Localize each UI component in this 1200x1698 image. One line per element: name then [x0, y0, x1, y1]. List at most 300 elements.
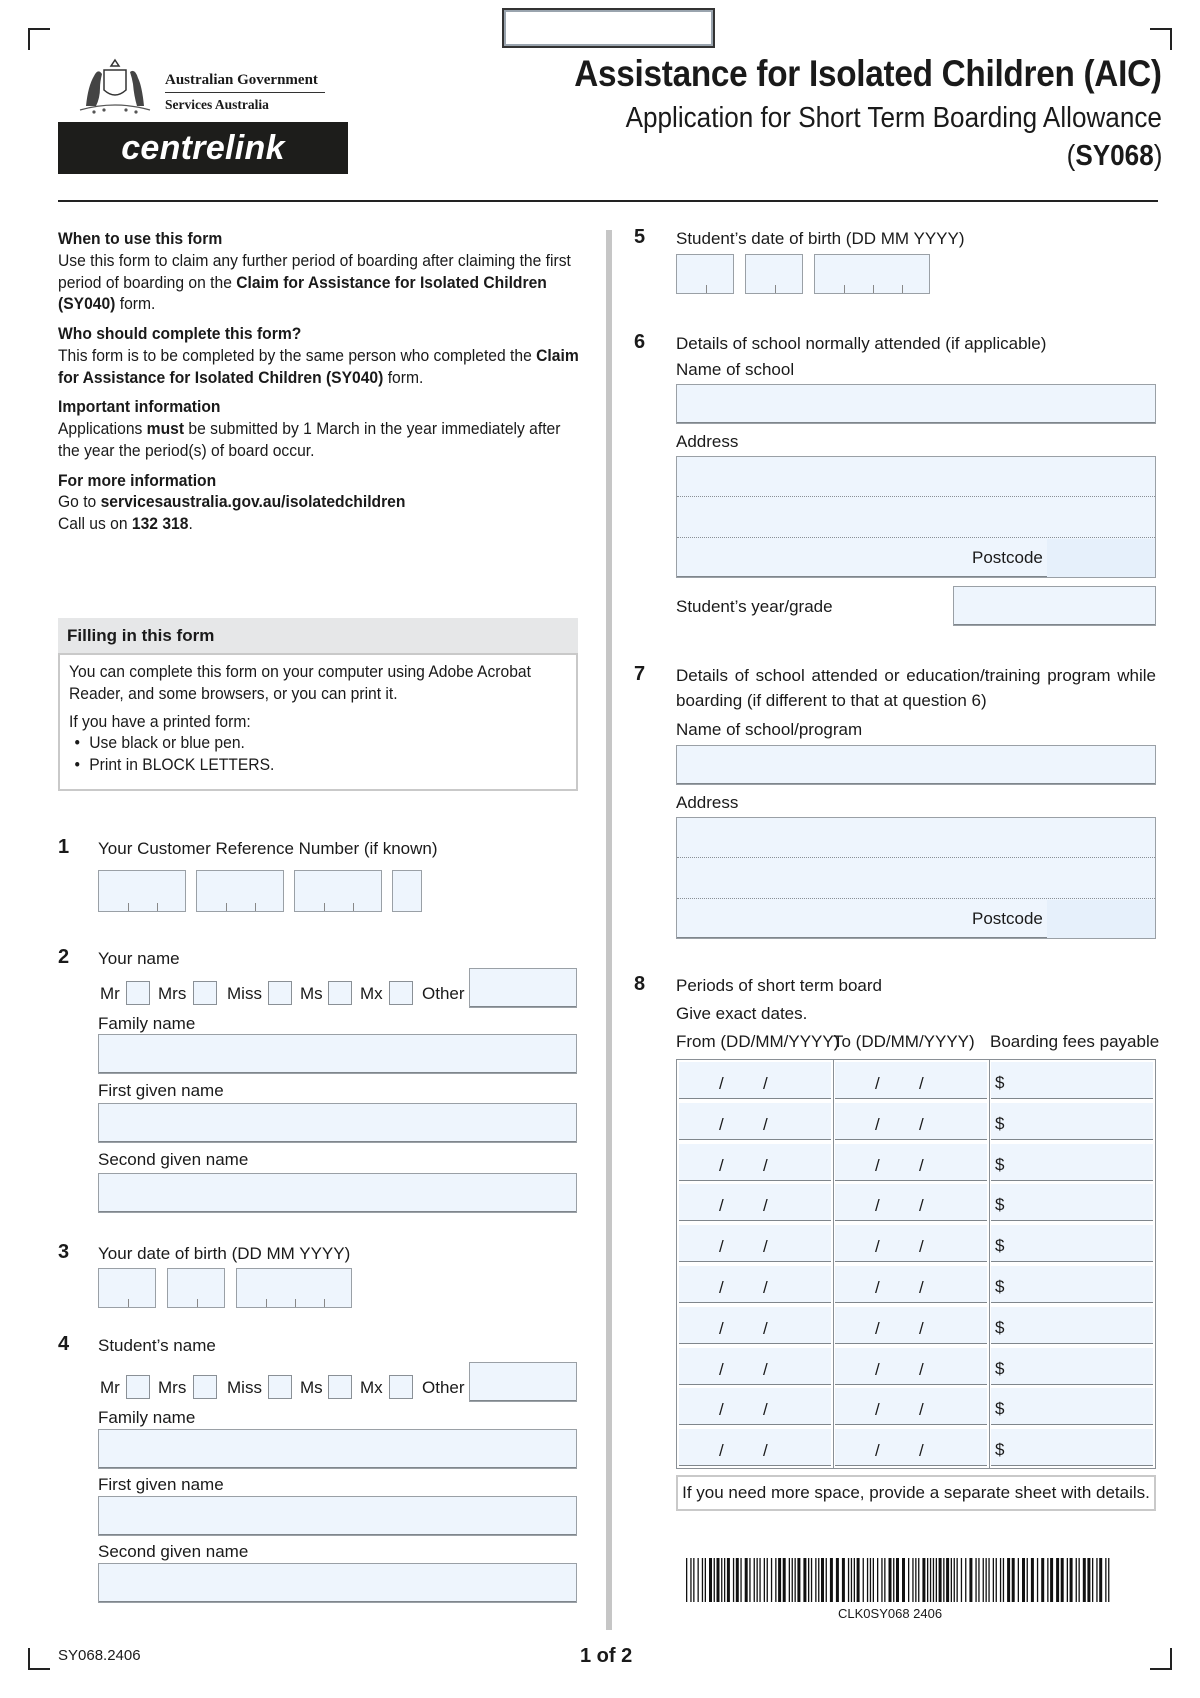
- to-date-field[interactable]: [835, 1103, 987, 1140]
- from-date-field[interactable]: [679, 1266, 831, 1303]
- q4-label: Student’s name: [98, 1336, 216, 1355]
- col-from-header: From (DD/MM/YYYY): [676, 1032, 840, 1051]
- barcode-bar: [983, 1558, 984, 1602]
- program-postcode-label: Postcode: [972, 909, 1043, 928]
- board-period-row: [677, 1305, 1155, 1346]
- title-ms-checkbox[interactable]: [328, 981, 352, 1005]
- barcode-bar: [896, 1558, 899, 1602]
- barcode-bar: [830, 1558, 833, 1602]
- more-space-note: If you need more space, provide a separate sheet with details.: [676, 1475, 1156, 1511]
- barcode-bar: [1079, 1558, 1080, 1602]
- filling-bullet: • Use black or blue pen.: [69, 732, 570, 754]
- barcode-bar: [767, 1558, 768, 1602]
- barcode-bar: [1018, 1558, 1019, 1602]
- barcode-bar: [988, 1558, 989, 1602]
- date-separator: /: [875, 1359, 880, 1379]
- crn-field-1[interactable]: [98, 870, 186, 912]
- barcode-bar: [1099, 1558, 1102, 1602]
- student-second-name-label: Second given name: [98, 1542, 249, 1561]
- barcode-bar: [975, 1558, 976, 1602]
- currency-symbol: $: [995, 1399, 1005, 1419]
- date-separator: /: [919, 1359, 924, 1379]
- barcode-bar: [1022, 1558, 1025, 1602]
- barcode-bar: [996, 1558, 997, 1602]
- from-date-field[interactable]: [679, 1184, 831, 1221]
- barcode-bar: [851, 1558, 852, 1602]
- date-separator: /: [763, 1074, 768, 1093]
- board-period-row: [677, 1386, 1155, 1427]
- school-name-label: Name of school: [676, 360, 795, 379]
- date-separator: /: [919, 1114, 924, 1134]
- barcode-bar: [1027, 1558, 1028, 1602]
- barcode-bar: [908, 1558, 909, 1602]
- program-address-field[interactable]: [676, 817, 1156, 939]
- to-date-field[interactable]: [835, 1266, 987, 1303]
- barcode-bar: [709, 1558, 712, 1602]
- barcode-bar: [702, 1558, 703, 1602]
- q1-label: Your Customer Reference Number (if known): [98, 839, 438, 858]
- barcode-bar: [698, 1558, 699, 1602]
- date-separator: /: [875, 1441, 880, 1461]
- title-other-field[interactable]: [469, 968, 577, 1008]
- date-separator: /: [919, 1196, 924, 1216]
- barcode-image: [686, 1558, 1116, 1602]
- q3-label: Your date of birth (DD MM YYYY): [98, 1244, 351, 1263]
- agency-name: Services Australia: [165, 97, 269, 112]
- date-separator: /: [719, 1155, 724, 1175]
- barcode-bar: [877, 1558, 878, 1602]
- date-separator: /: [763, 1155, 768, 1175]
- barcode-bar: [811, 1558, 812, 1602]
- coat-of-arms-icon: [74, 56, 156, 116]
- currency-symbol: $: [995, 1113, 1005, 1133]
- from-date-field[interactable]: [679, 1388, 831, 1425]
- centrelink-brand: centrelink: [58, 122, 348, 174]
- school-postcode-label: Postcode: [972, 548, 1043, 567]
- date-separator: /: [719, 1441, 724, 1461]
- who-text: This form is to be completed by the same person who completed the Claim for Assistance for Isolated Children (SY040) form.: [58, 345, 579, 387]
- date-separator: /: [875, 1074, 880, 1093]
- date-separator: /: [919, 1155, 924, 1175]
- date-separator: /: [763, 1441, 768, 1461]
- school-address-field[interactable]: [676, 456, 1156, 578]
- barcode-bar: [1012, 1558, 1015, 1602]
- date-separator: /: [875, 1237, 880, 1257]
- date-separator: /: [719, 1318, 724, 1338]
- to-date-field[interactable]: [835, 1429, 987, 1466]
- program-address-label: Address: [676, 793, 739, 812]
- from-date-field[interactable]: [679, 1307, 831, 1344]
- footer-form-code: SY068.2406: [58, 1647, 141, 1664]
- col-fees-header: Boarding fees payable: [990, 1032, 1160, 1051]
- date-separator: /: [763, 1318, 768, 1338]
- crn-field-4[interactable]: [392, 870, 422, 912]
- second-name-field[interactable]: [98, 1173, 577, 1213]
- barcode-bar: [969, 1558, 972, 1602]
- question-number-7: 7: [634, 663, 646, 685]
- from-date-field[interactable]: [679, 1348, 831, 1385]
- barcode-bar: [1067, 1558, 1068, 1602]
- boarding-fees-field[interactable]: [991, 1103, 1153, 1140]
- boarding-fees-field[interactable]: [991, 1225, 1153, 1262]
- important-heading: Important information: [58, 397, 221, 417]
- barcode-bar: [873, 1558, 874, 1602]
- title-miss-label: Miss: [227, 984, 262, 1003]
- crop-mark-top-left: [28, 28, 50, 50]
- student-title-other-field[interactable]: [469, 1362, 577, 1402]
- form-code-heading: (SY068): [1066, 140, 1162, 172]
- from-date-field[interactable]: [679, 1429, 831, 1466]
- form-subtitle: Application for Short Term Boarding Allowance: [625, 102, 1162, 134]
- barcode-bar: [724, 1558, 725, 1602]
- barcode-bar: [1007, 1558, 1010, 1602]
- barcode-bar: [740, 1558, 741, 1602]
- barcode-bar: [1061, 1558, 1064, 1602]
- column-divider: [606, 230, 612, 1630]
- barcode-bar: [771, 1558, 772, 1602]
- year-grade-label: Student’s year/grade: [676, 597, 833, 616]
- student-title-miss-checkbox[interactable]: [268, 1375, 292, 1399]
- barcode-bar: [930, 1558, 931, 1602]
- title-other-label: Other: [422, 984, 465, 1003]
- currency-symbol: $: [995, 1073, 1005, 1092]
- boarding-fees-field[interactable]: [991, 1307, 1153, 1344]
- barcode-bar: [863, 1558, 864, 1602]
- barcode-bar: [1003, 1558, 1004, 1602]
- barcode-bar: [749, 1558, 750, 1602]
- date-separator: /: [919, 1318, 924, 1338]
- to-date-field[interactable]: [835, 1307, 987, 1344]
- crop-mark-bottom-left: [28, 1648, 50, 1670]
- board-periods-table: [676, 1059, 1156, 1469]
- barcode-bar: [870, 1558, 871, 1602]
- title-mx-checkbox[interactable]: [389, 981, 413, 1005]
- question-number-5: 5: [634, 226, 646, 248]
- date-separator: /: [719, 1400, 724, 1420]
- barcode-bar: [1050, 1558, 1053, 1602]
- barcode-bar: [797, 1558, 800, 1602]
- barcode-bar: [854, 1558, 855, 1602]
- barcode-bar: [912, 1558, 913, 1602]
- barcode-bar: [1037, 1558, 1038, 1602]
- date-separator: /: [875, 1114, 880, 1134]
- barcode-bar: [803, 1558, 806, 1602]
- barcode-bar: [795, 1558, 796, 1602]
- filling-heading: Filling in this form: [58, 618, 578, 654]
- filling-box: [58, 653, 578, 791]
- government-name: Australian Government: [165, 72, 318, 88]
- crop-mark-top-right: [1150, 28, 1172, 50]
- barcode-bar: [792, 1558, 793, 1602]
- dob-year-field[interactable]: [236, 1268, 352, 1308]
- date-separator: /: [719, 1196, 724, 1216]
- barcode-bar: [933, 1558, 934, 1602]
- from-date-field[interactable]: [679, 1144, 831, 1181]
- date-separator: /: [719, 1074, 724, 1093]
- barcode-bar: [978, 1558, 979, 1602]
- barcode-bar: [714, 1558, 715, 1602]
- barcode-bar: [961, 1558, 962, 1602]
- program-postcode-field[interactable]: [1047, 900, 1155, 938]
- barcode-bar: [721, 1558, 722, 1602]
- student-dob-year-field[interactable]: [814, 254, 930, 294]
- dob-day-field[interactable]: [98, 1268, 156, 1308]
- board-period-row: [677, 1182, 1155, 1223]
- barcode-bar: [686, 1558, 687, 1602]
- barcode-bar: [727, 1558, 730, 1602]
- when-text: Use this form to claim any further period of boarding after claiming the first period of boarding on the Claim for Assistance for Isolated Children (SY040) form.: [58, 250, 571, 314]
- date-separator: /: [719, 1359, 724, 1379]
- more-info-text: Go to servicesaustralia.gov.au/isolatedchildren Call us on 132 318.: [58, 492, 406, 533]
- student-title-mx-label: Mx: [360, 1378, 383, 1397]
- barcode-bar: [717, 1558, 720, 1602]
- barcode-bar: [815, 1558, 816, 1602]
- barcode-bar: [757, 1558, 758, 1602]
- logo-divider: [165, 92, 325, 93]
- q7-label-line-2: boarding (if different to that at question 6): [676, 691, 987, 710]
- barcode-bar: [783, 1558, 786, 1602]
- barcode-bar: [808, 1558, 809, 1602]
- student-title-mr-checkbox[interactable]: [126, 1375, 150, 1399]
- barcode-bar: [927, 1558, 928, 1602]
- second-name-label: Second given name: [98, 1150, 249, 1169]
- boarding-fees-field[interactable]: [991, 1348, 1153, 1385]
- barcode-bar: [745, 1558, 748, 1602]
- col-to-header: To (DD/MM/YYYY): [833, 1032, 975, 1051]
- q5-label: Student’s date of birth (DD MM YYYY): [676, 229, 965, 248]
- question-number-6: 6: [634, 331, 646, 353]
- barcode-bar: [690, 1558, 691, 1602]
- currency-symbol: $: [995, 1236, 1005, 1256]
- barcode-bar: [1031, 1558, 1034, 1602]
- important-text: Applications must be submitted by 1 March in the year immediately after the year the period(s) of board occur.: [58, 419, 561, 460]
- barcode-bar: [881, 1558, 882, 1602]
- when-heading: When to use this form: [58, 229, 223, 248]
- date-separator: /: [763, 1196, 768, 1216]
- student-second-name-field[interactable]: [98, 1563, 577, 1603]
- barcode-bar: [1076, 1558, 1077, 1602]
- intro-info: [58, 228, 588, 535]
- program-name-field[interactable]: [676, 745, 1156, 785]
- student-title-mx-checkbox[interactable]: [389, 1375, 413, 1399]
- barcode-bar: [954, 1558, 955, 1602]
- barcode-bar: [1108, 1558, 1109, 1602]
- student-title-miss-label: Miss: [227, 1378, 262, 1397]
- date-separator: /: [919, 1278, 924, 1297]
- barcode-bar: [821, 1558, 824, 1602]
- student-family-name-field[interactable]: [98, 1429, 577, 1469]
- barcode-bar: [775, 1558, 776, 1602]
- student-dob-day-field[interactable]: [676, 254, 734, 294]
- filling-line-2: If you have a printed form:: [69, 711, 251, 731]
- government-logo: [68, 56, 358, 118]
- title-mx-label: Mx: [360, 984, 383, 1003]
- boarding-fees-field[interactable]: [991, 1144, 1153, 1181]
- student-first-name-label: First given name: [98, 1475, 224, 1494]
- boarding-fees-field[interactable]: [991, 1388, 1153, 1425]
- school-address-label: Address: [676, 432, 739, 451]
- barcode-bar: [889, 1558, 892, 1602]
- barcode-bar: [1096, 1558, 1097, 1602]
- date-separator: /: [875, 1196, 880, 1216]
- student-title-mrs-label: Mrs: [158, 1378, 187, 1397]
- family-name-label: Family name: [98, 1014, 196, 1033]
- barcode-bar: [764, 1558, 765, 1602]
- barcode-bar: [922, 1558, 925, 1602]
- barcode-bar: [939, 1558, 942, 1602]
- first-name-field[interactable]: [98, 1103, 577, 1143]
- date-separator: /: [719, 1237, 724, 1257]
- currency-symbol: $: [995, 1440, 1005, 1460]
- to-date-field[interactable]: [835, 1184, 987, 1221]
- date-separator: /: [875, 1400, 880, 1420]
- date-separator: /: [875, 1155, 880, 1175]
- barcode-bar: [1087, 1558, 1090, 1602]
- barcode-bar: [1070, 1558, 1073, 1602]
- barcode-bar: [993, 1558, 994, 1602]
- website-link[interactable]: servicesaustralia.gov.au/isolatedchildren: [100, 492, 406, 512]
- q8-sub-label: Give exact dates.: [676, 1004, 808, 1023]
- dob-month-field[interactable]: [167, 1268, 225, 1308]
- barcode-bar: [957, 1558, 958, 1602]
- barcode-bar: [1000, 1558, 1001, 1602]
- to-date-field[interactable]: [835, 1225, 987, 1262]
- date-separator: /: [919, 1074, 924, 1093]
- date-separator: /: [719, 1278, 724, 1297]
- date-separator: /: [875, 1318, 880, 1338]
- form-code: SY068: [1074, 140, 1154, 172]
- to-date-field[interactable]: [835, 1144, 987, 1181]
- barcode-bar: [902, 1558, 905, 1602]
- currency-symbol: $: [995, 1195, 1005, 1215]
- barcode-bar: [826, 1558, 827, 1602]
- office-use-box: [502, 8, 715, 48]
- filling-bullet: • Print in BLOCK LETTERS.: [69, 754, 570, 776]
- student-dob-month-field[interactable]: [745, 254, 803, 294]
- date-separator: /: [763, 1359, 768, 1379]
- phone-number: 132 318: [131, 514, 189, 533]
- student-family-name-label: Family name: [98, 1408, 196, 1427]
- barcode-bar: [842, 1558, 845, 1602]
- student-first-name-field[interactable]: [98, 1496, 577, 1536]
- barcode-bar: [965, 1558, 966, 1602]
- boarding-fees-field[interactable]: [991, 1062, 1153, 1099]
- question-number-4: 4: [58, 1333, 70, 1355]
- board-period-row: [677, 1264, 1155, 1305]
- date-separator: /: [919, 1400, 924, 1420]
- to-date-field[interactable]: [835, 1388, 987, 1425]
- to-date-field[interactable]: [835, 1348, 987, 1385]
- barcode-bar: [736, 1558, 739, 1602]
- q8-label: Periods of short term board: [676, 976, 882, 995]
- barcode-bar: [1105, 1558, 1106, 1602]
- barcode-bar: [1047, 1558, 1048, 1602]
- date-separator: /: [719, 1114, 724, 1134]
- boarding-fees-field[interactable]: [991, 1266, 1153, 1303]
- first-name-label: First given name: [98, 1081, 224, 1100]
- student-title-other-label: Other: [422, 1378, 465, 1397]
- board-period-row: [677, 1223, 1155, 1264]
- date-separator: /: [919, 1237, 924, 1257]
- barcode-bar: [754, 1558, 755, 1602]
- filling-line-1: You can complete this form on your computer using Adobe Acrobat Reader, and some browsers, or you can print it.: [69, 662, 531, 703]
- boarding-fees-field[interactable]: [991, 1429, 1153, 1466]
- barcode-bar: [867, 1558, 868, 1602]
- more-info-heading: For more information: [58, 470, 217, 490]
- date-separator: /: [919, 1441, 924, 1461]
- currency-symbol: $: [995, 1277, 1005, 1296]
- title-mrs-checkbox[interactable]: [193, 981, 217, 1005]
- barcode-bar: [951, 1558, 952, 1602]
- student-title-mrs-checkbox[interactable]: [193, 1375, 217, 1399]
- currency-symbol: $: [995, 1154, 1005, 1174]
- barcode-bar: [759, 1558, 760, 1602]
- barcode-bar: [789, 1558, 790, 1602]
- family-name-field[interactable]: [98, 1034, 577, 1074]
- from-date-field[interactable]: [679, 1103, 831, 1140]
- barcode-bar: [986, 1558, 987, 1602]
- barcode-bar: [705, 1558, 706, 1602]
- barcode-bar: [778, 1558, 781, 1602]
- board-period-row: [677, 1427, 1155, 1468]
- student-title-ms-checkbox[interactable]: [328, 1375, 352, 1399]
- barcode-bar: [915, 1558, 916, 1602]
- title-mr-label: Mr: [100, 984, 120, 1003]
- title-mrs-label: Mrs: [158, 984, 187, 1003]
- year-grade-field[interactable]: [953, 586, 1156, 626]
- crop-mark-bottom-right: [1150, 1648, 1172, 1670]
- who-heading: Who should complete this form?: [58, 324, 302, 343]
- crn-field-3[interactable]: [294, 870, 382, 912]
- q7-label-line-1: Details of school attended or education/training program while: [676, 666, 1156, 685]
- date-separator: /: [763, 1400, 768, 1420]
- page-number: 1 of 2: [580, 1645, 633, 1667]
- date-separator: /: [763, 1114, 768, 1134]
- boarding-fees-field[interactable]: [991, 1184, 1153, 1221]
- from-date-field[interactable]: [679, 1225, 831, 1262]
- title-ms-label: Ms: [300, 984, 323, 1003]
- barcode-bar: [1041, 1558, 1044, 1602]
- program-name-label: Name of school/program: [676, 720, 863, 739]
- barcode-bar: [693, 1558, 694, 1602]
- header-rule: [58, 200, 1158, 202]
- to-date-field[interactable]: [835, 1062, 987, 1099]
- from-date-field[interactable]: [679, 1062, 831, 1099]
- question-number-2: 2: [58, 946, 70, 968]
- barcode-bar: [946, 1558, 949, 1602]
- school-name-field[interactable]: [676, 384, 1156, 424]
- barcode-bar: [857, 1558, 860, 1602]
- question-number-3: 3: [58, 1241, 70, 1263]
- q6-label: Details of school normally attended (if applicable): [676, 334, 1047, 353]
- question-number-8: 8: [634, 973, 646, 995]
- title-mr-checkbox[interactable]: [126, 981, 150, 1005]
- currency-symbol: $: [995, 1358, 1005, 1378]
- title-miss-checkbox[interactable]: [268, 981, 292, 1005]
- board-period-row: [677, 1060, 1155, 1101]
- crn-field-2[interactable]: [196, 870, 284, 912]
- date-separator: /: [763, 1237, 768, 1257]
- date-separator: /: [875, 1278, 880, 1297]
- barcode-bar: [1083, 1558, 1086, 1602]
- barcode-bar: [733, 1558, 734, 1602]
- student-title-ms-label: Ms: [300, 1378, 323, 1397]
- school-postcode-field[interactable]: [1047, 539, 1155, 577]
- board-period-row: [677, 1142, 1155, 1183]
- q2-label: Your name: [98, 949, 180, 968]
- board-period-row: [677, 1101, 1155, 1142]
- barcode-bar: [836, 1558, 839, 1602]
